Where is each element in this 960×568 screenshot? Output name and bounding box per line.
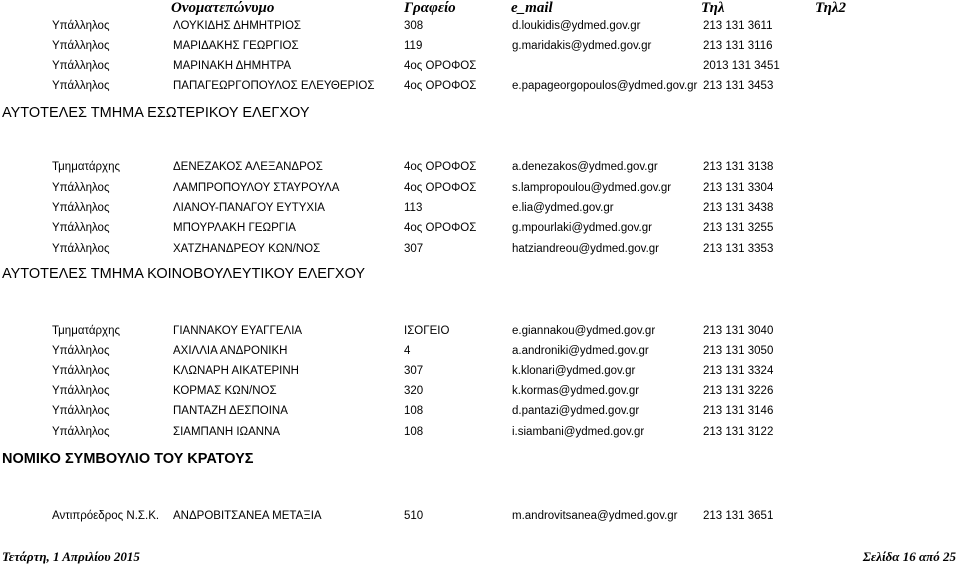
table-row xyxy=(0,508,960,526)
cell-phone: 213 131 3226 xyxy=(703,385,774,397)
cell-name: ΛΑΜΠΡΟΠΟΥΛΟΥ ΣΤΑΥΡΟΥΛΑ xyxy=(173,182,340,194)
cell-email: i.siambani@ydmed.gov.gr xyxy=(512,426,645,438)
cell-office: 4ος ΟΡΟΦΟΣ xyxy=(404,161,477,173)
cell-name: ΠΑΠΑΓΕΩΡΓΟΠΟΥΛΟΣ ΕΛΕΥΘΕΡΙΟΣ xyxy=(173,80,375,92)
cell-office: 320 xyxy=(404,385,424,397)
cell-phone: 213 131 3438 xyxy=(703,202,774,214)
footer-page: Σελίδα 16 από 25 xyxy=(862,549,956,564)
cell-office: 108 xyxy=(404,426,424,438)
table-row xyxy=(0,58,960,76)
cell-name: ΚΟΡΜΑΣ ΚΩΝ/ΝΟΣ xyxy=(173,385,277,397)
table-row xyxy=(0,323,960,341)
table-row xyxy=(0,38,960,56)
header-email: e_mail xyxy=(511,0,553,16)
cell-title: Υπάλληλος xyxy=(52,426,110,438)
cell-phone: 213 131 3122 xyxy=(703,426,774,438)
cell-title: Υπάλληλος xyxy=(52,80,110,92)
cell-phone: 213 131 3146 xyxy=(703,405,774,417)
cell-title: Υπάλληλος xyxy=(52,182,110,194)
cell-title: Τμηματάρχης xyxy=(52,325,121,337)
cell-title: Υπάλληλος xyxy=(52,222,110,234)
cell-title: Υπάλληλος xyxy=(52,243,110,255)
cell-email: hatziandreou@ydmed.gov.gr xyxy=(512,243,659,255)
cell-name: ΛΟΥΚΙΔΗΣ ΔΗΜΗΤΡΙΟΣ xyxy=(173,20,302,32)
cell-email: s.lampropoulou@ydmed.gov.gr xyxy=(512,182,672,194)
cell-office: 4ος ΟΡΟΦΟΣ xyxy=(404,182,477,194)
table-row xyxy=(0,200,960,218)
column-header xyxy=(0,0,960,18)
cell-title: Αντιπρόεδρος Ν.Σ.Κ. xyxy=(52,510,160,522)
cell-name: ΜΠΟΥΡΛΑΚΗ ΓΕΩΡΓΙΑ xyxy=(173,222,296,234)
cell-phone: 213 131 3611 xyxy=(703,20,773,32)
cell-phone: 213 131 3651 xyxy=(703,510,774,522)
cell-title: Υπάλληλος xyxy=(52,405,110,417)
cell-title: Υπάλληλος xyxy=(52,202,110,214)
cell-email: d.pantazi@ydmed.gov.gr xyxy=(512,405,640,417)
header-name: Ονοματεπώνυμο xyxy=(171,0,275,16)
cell-title: Υπάλληλος xyxy=(52,365,110,377)
table-row xyxy=(0,241,960,259)
cell-email: m.androvitsanea@ydmed.gov.gr xyxy=(512,510,678,522)
cell-phone: 2013 131 3451 xyxy=(703,60,780,72)
cell-office: 510 xyxy=(404,510,424,522)
cell-office: 4ος ΟΡΟΦΟΣ xyxy=(404,222,477,234)
table-row xyxy=(0,159,960,177)
cell-email: e.papageorgopoulos@ydmed.gov.gr xyxy=(512,80,698,92)
footer-date: Τετάρτη, 1 Απριλίου 2015 xyxy=(2,549,140,564)
table-row xyxy=(0,78,960,96)
cell-title: Υπάλληλος xyxy=(52,385,110,397)
cell-phone: 213 131 3453 xyxy=(703,80,774,92)
cell-email: d.loukidis@ydmed.gov.gr xyxy=(512,20,641,32)
section-heading: ΑΥΤΟΤΕΛΕΣ ΤΜΗΜΑ ΕΣΩΤΕΡΙΚΟΥ ΕΛΕΓΧΟΥ xyxy=(2,105,310,121)
section-heading: ΝΟΜΙΚΟ ΣΥΜΒΟΥΛΙΟ ΤΟΥ ΚΡΑΤΟΥΣ xyxy=(2,451,254,467)
cell-office: 307 xyxy=(404,243,424,255)
header-phone: Τηλ xyxy=(701,0,725,16)
cell-office: 113 xyxy=(404,202,423,214)
cell-name: ΣΙΑΜΠΑΝΗ ΙΩΑΝΝΑ xyxy=(173,426,281,438)
cell-name: ΧΑΤΖΗΑΝΔΡΕΟΥ ΚΩΝ/ΝΟΣ xyxy=(173,243,321,255)
table-row xyxy=(0,18,960,36)
cell-email: a.denezakos@ydmed.gov.gr xyxy=(512,161,658,173)
cell-title: Υπάλληλος xyxy=(52,40,110,52)
table-row xyxy=(0,220,960,238)
cell-office: ΙΣΟΓΕΙΟ xyxy=(404,325,450,337)
cell-phone: 213 131 3050 xyxy=(703,345,774,357)
table-row xyxy=(0,403,960,421)
cell-name: ΜΑΡΙΝΑΚΗ ΔΗΜΗΤΡΑ xyxy=(173,60,292,72)
cell-phone: 213 131 3353 xyxy=(703,243,774,255)
cell-email: g.mpourlaki@ydmed.gov.gr xyxy=(512,222,652,234)
cell-email: a.androniki@ydmed.gov.gr xyxy=(512,345,649,357)
cell-office: 308 xyxy=(404,20,424,32)
cell-name: ΑΧΙΛΛΙΑ ΑΝΔΡΟΝΙΚΗ xyxy=(173,345,288,357)
cell-email: k.kormas@ydmed.gov.gr xyxy=(512,385,640,397)
header-phone2: Τηλ2 xyxy=(815,0,846,16)
cell-office: 4ος ΟΡΟΦΟΣ xyxy=(404,80,477,92)
cell-phone: 213 131 3324 xyxy=(703,365,774,377)
cell-phone: 213 131 3255 xyxy=(703,222,774,234)
cell-name: ΠΑΝΤΑΖΗ ΔΕΣΠΟΙΝΑ xyxy=(173,405,288,417)
cell-office: 4 xyxy=(404,345,411,357)
cell-office: 4ος ΟΡΟΦΟΣ xyxy=(404,60,477,72)
cell-email: g.maridakis@ydmed.gov.gr xyxy=(512,40,652,52)
table-row xyxy=(0,343,960,361)
cell-office: 119 xyxy=(404,40,423,52)
cell-title: Υπάλληλος xyxy=(52,20,110,32)
section-heading: ΑΥΤΟΤΕΛΕΣ ΤΜΗΜΑ ΚΟΙΝΟΒΟΥΛΕΥΤΙΚΟΥ ΕΛΕΓΧΟΥ xyxy=(2,266,366,282)
cell-email: k.klonari@ydmed.gov.gr xyxy=(512,365,636,377)
cell-name: ΑΝΔΡΟΒΙΤΣΑΝΕΑ ΜΕΤΑΞΙΑ xyxy=(173,510,322,522)
cell-name: ΜΑΡΙΔΑΚΗΣ ΓΕΩΡΓΙΟΣ xyxy=(173,40,299,52)
cell-name: ΔΕΝΕΖΑΚΟΣ ΑΛΕΞΑΝΔΡΟΣ xyxy=(173,161,323,173)
cell-phone: 213 131 3304 xyxy=(703,182,774,194)
table-row xyxy=(0,424,960,442)
cell-email: e.lia@ydmed.gov.gr xyxy=(512,202,614,214)
cell-office: 307 xyxy=(404,365,424,377)
table-row xyxy=(0,363,960,381)
cell-title: Υπάλληλος xyxy=(52,345,110,357)
cell-phone: 213 131 3138 xyxy=(703,161,774,173)
cell-title: Υπάλληλος xyxy=(52,60,110,72)
cell-phone: 213 131 3040 xyxy=(703,325,774,337)
cell-name: ΚΛΩΝΑΡΗ ΑΙΚΑΤΕΡΙΝΗ xyxy=(173,365,299,377)
table-row xyxy=(0,180,960,198)
cell-phone: 213 131 3116 xyxy=(703,40,773,52)
header-office: Γραφείο xyxy=(404,0,456,16)
cell-name: ΓΙΑΝΝΑΚΟΥ ΕΥΑΓΓΕΛΙΑ xyxy=(173,325,303,337)
cell-name: ΛΙΑΝΟΥ-ΠΑΝΑΓΟΥ ΕΥΤΥΧΙΑ xyxy=(173,202,325,214)
cell-email: e.giannakou@ydmed.gov.gr xyxy=(512,325,656,337)
cell-title: Τμηματάρχης xyxy=(52,161,121,173)
table-row xyxy=(0,383,960,401)
cell-office: 108 xyxy=(404,405,424,417)
